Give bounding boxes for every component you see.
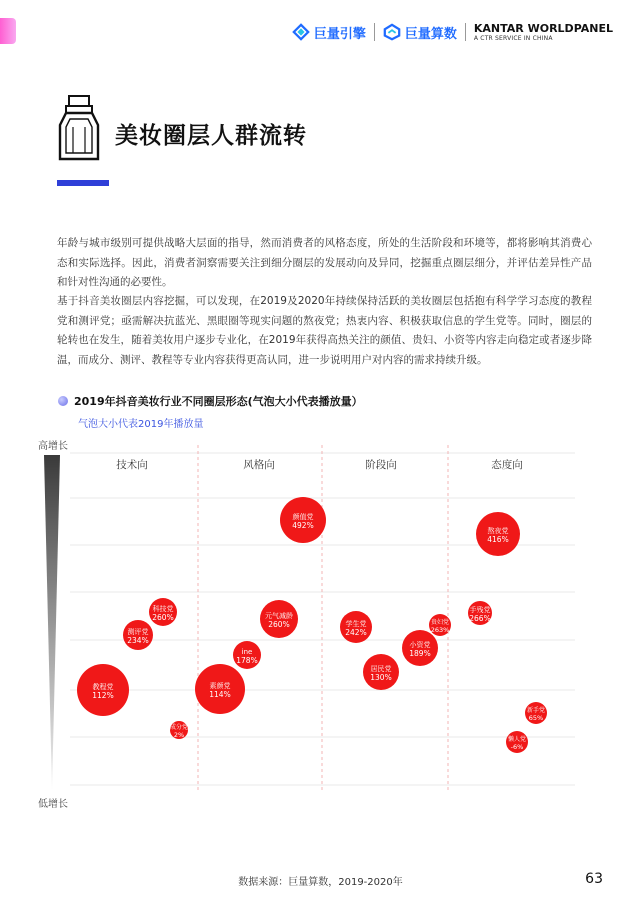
bubble-value-label: 2% <box>173 731 185 739</box>
chart-subtitle: 气泡大小代表2019年播放量 <box>78 419 204 430</box>
chart-title <box>58 393 363 409</box>
bubble-value-label: 242% <box>345 628 367 637</box>
column-label: 风格向 <box>243 459 275 471</box>
bubble-value-label: 263% <box>430 626 450 634</box>
brand3-sub-label: A CTR SERVICE IN CHINA <box>473 35 553 42</box>
title-accent-bar <box>57 180 109 186</box>
bubble-point <box>149 598 177 626</box>
column-label: 技术向 <box>116 459 148 471</box>
bubble-value-label: 234% <box>127 636 149 645</box>
y-axis-high-label: 高增长 <box>38 441 68 452</box>
bubble-name-label: ine <box>241 648 253 656</box>
bubble-value-label: 492% <box>292 521 314 530</box>
brand-divider <box>465 23 466 41</box>
bubble-name-label: 测评党 <box>127 628 149 636</box>
column-label: 阶段向 <box>365 459 397 471</box>
bubble-value-label: 266% <box>469 614 491 623</box>
bubble-name-label: 科技党 <box>152 605 174 613</box>
page-title: 美妆圈层人群流转 <box>115 123 307 149</box>
bullet-dot-icon <box>58 396 68 406</box>
bubble-point <box>340 611 372 643</box>
bubble-name-label: 熬夜党 <box>487 527 509 535</box>
bubble-name-label: 成分党 <box>169 724 189 731</box>
bubble-point <box>402 630 438 666</box>
page-number: 63 <box>585 871 603 887</box>
bubble-value-label: -6% <box>510 743 524 751</box>
bubble-point <box>280 497 326 543</box>
juliang-engine-logo-icon <box>292 23 310 41</box>
bubble-value-label: 416% <box>487 535 509 544</box>
brand-divider <box>374 23 375 41</box>
bubble-value-label: 112% <box>92 691 114 700</box>
bubble-name-label: 居民党 <box>370 665 392 673</box>
bubble-name-label: 学生党 <box>345 620 367 628</box>
brand3-label: KANTAR WORLDPANEL <box>473 22 613 35</box>
bubble-point <box>429 614 451 636</box>
perfume-bottle-icon <box>58 95 100 161</box>
bubble-point <box>363 654 399 690</box>
bubble-point <box>77 664 129 716</box>
body-paragraph-1: 年龄与城市级别可提供战略大层面的指导，然而消费者的风格态度，所处的生活阶段和环境等，都将影响其消费心态和实际选择。因此，消费者洞察需要关注到细分圈层的发展动向及异同，挖掘重点圈层细分，并评估差异性产品和针对性沟通的必要性。 <box>57 237 592 288</box>
brand-kantar <box>474 22 613 42</box>
bubble-value-label: 189% <box>409 649 431 658</box>
bubble-name-label: 元气减龄 <box>265 612 293 620</box>
bubble-point <box>233 641 261 669</box>
brand2-label: 巨量算数 <box>404 26 457 42</box>
corner-decoration <box>0 18 16 44</box>
bubble-point <box>468 601 492 625</box>
bubble-chart <box>70 445 575 795</box>
brand-juliang-engine <box>292 23 366 42</box>
bubble-point <box>260 600 298 638</box>
bubble-value-label: 260% <box>152 613 174 622</box>
bubble-value-label: 114% <box>209 690 231 699</box>
bubble-name-label: 贵妇党 <box>430 619 450 626</box>
bubble-point <box>525 702 547 724</box>
bubble-value-label: 65% <box>528 714 544 722</box>
bubble-point <box>195 664 245 714</box>
bubble-name-label: 小资党 <box>409 641 431 649</box>
juliang-suanshu-logo-icon <box>383 23 401 41</box>
brand-bar <box>292 20 613 44</box>
bubble-value-label: 260% <box>268 620 290 629</box>
bubble-name-label: 新手党 <box>526 707 546 714</box>
bubble-name-label: 懒人党 <box>507 736 527 743</box>
footer-source: 数据来源：巨量算数，2019-2020年 <box>238 877 403 888</box>
bubble-point <box>506 731 528 753</box>
bubble-value-label: 178% <box>236 656 258 665</box>
brand1-label: 巨量引擎 <box>313 26 366 42</box>
column-label: 态度向 <box>491 459 523 471</box>
bubble-value-label: 130% <box>370 673 392 682</box>
y-axis-low-label: 低增长 <box>38 799 68 810</box>
bubble-point <box>123 620 153 650</box>
y-axis-growth-arrow <box>42 455 62 790</box>
bubble-point <box>476 512 520 556</box>
chart-title-text: 2019年抖音美妆行业不同圈层形态(气泡大小代表播放量） <box>74 395 363 408</box>
brand-juliang-suanshu <box>383 23 457 42</box>
bubble-name-label: 素颜党 <box>209 682 231 690</box>
body-paragraph-2: 基于抖音美妆圈层内容挖掘，可以发现，在2019及2020年持续保持活跃的美妆圈层包括抱有科学学习态度的教程党和测评党；亟需解决抗蓝光、黑眼圈等现实问题的熬夜党；热衷内容、积极获取信息的学生党等。同时，圈层的轮转也在发生，随着美妆用户逐步专业化，在2019年获得高热关注的颜值、贵妇、小资等内容走向稳定或者逐步降温，而成分、测评、教程等专业内容获得更高认同，进一步说明用户对内容的需求持续升级。 <box>57 295 592 366</box>
bubble-point <box>170 721 188 739</box>
bubble-name-label: 教程党 <box>92 683 114 691</box>
bubble-name-label: 手残党 <box>469 606 491 614</box>
bubble-name-label: 颜值党 <box>292 513 314 521</box>
